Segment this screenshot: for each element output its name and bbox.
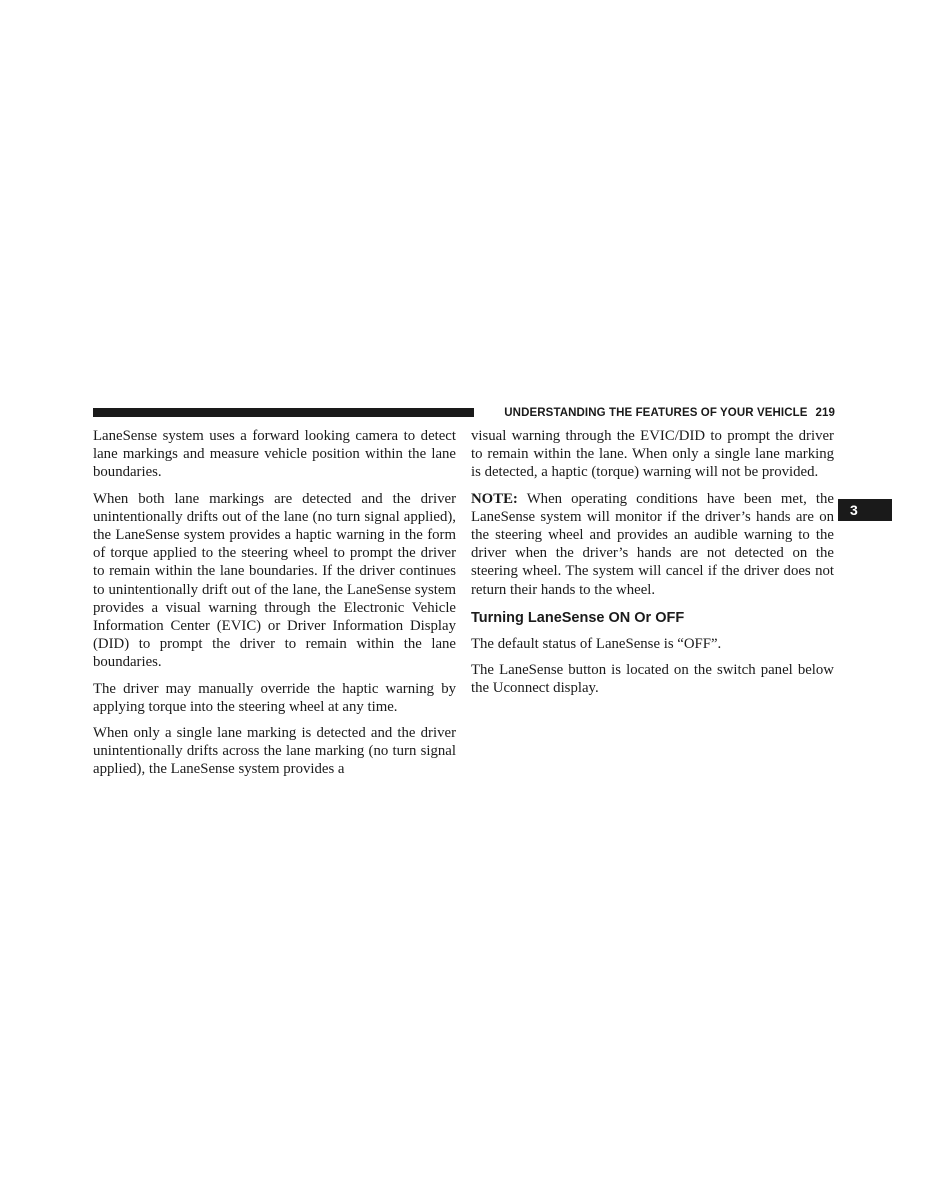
note-label: NOTE: — [471, 490, 518, 507]
paragraph: visual warning through the EVIC/DID to prompt the driver to remain within the lane. When only a single lane marking is detected, a haptic (torque) warning will not be provided. — [471, 428, 834, 481]
note-text: When operating conditions have been met, the LaneSense system will monitor if the driver’s hands are on the steering wheel and provides an audible warning to the driver when the driver’s hands are not detected on the steering wheel. The system will cancel if the driver does not return their hands to the wheel. — [471, 490, 834, 598]
section-title: UNDERSTANDING THE FEATURES OF YOUR VEHICLE — [504, 407, 808, 419]
paragraph: LaneSense system uses a forward looking camera to detect lane markings and measure vehicle position within the lane boundaries. — [93, 428, 456, 481]
section-heading: Turning LaneSense ON Or OFF — [471, 609, 685, 626]
paragraph: The LaneSense button is located on the switch panel below the Uconnect display. — [471, 662, 834, 697]
page-number: 219 — [815, 407, 835, 419]
paragraph: When only a single lane marking is detected and the driver unintentionally drifts across the lane marking (no turn signal applied), the LaneSense system provides a — [93, 725, 456, 778]
paragraph: When both lane markings are detected and the driver unintentionally drifts out of the lane (no turn signal applied), the LaneSense system provides a haptic warning in the form of torque applied to the steering wheel to prompt the driver to remain within the lane boundaries. If the driver continues to unintentionally drift out of the lane, the LaneSense system provides a visual warning through the Electronic Vehicle Information Center (EVIC) or Driver Information Display (DID) to prompt the driver to remain within the lane boundaries. — [93, 490, 456, 671]
paragraph: The default status of LaneSense is “OFF”. — [471, 635, 722, 652]
chapter-tab: 3 — [838, 499, 892, 521]
header-rule — [93, 408, 474, 417]
note-paragraph — [471, 490, 834, 599]
running-header — [484, 405, 835, 421]
right-column — [471, 427, 834, 705]
paragraph: The driver may manually override the haptic warning by applying torque into the steering wheel at any time. — [93, 680, 456, 715]
left-column — [93, 427, 456, 787]
